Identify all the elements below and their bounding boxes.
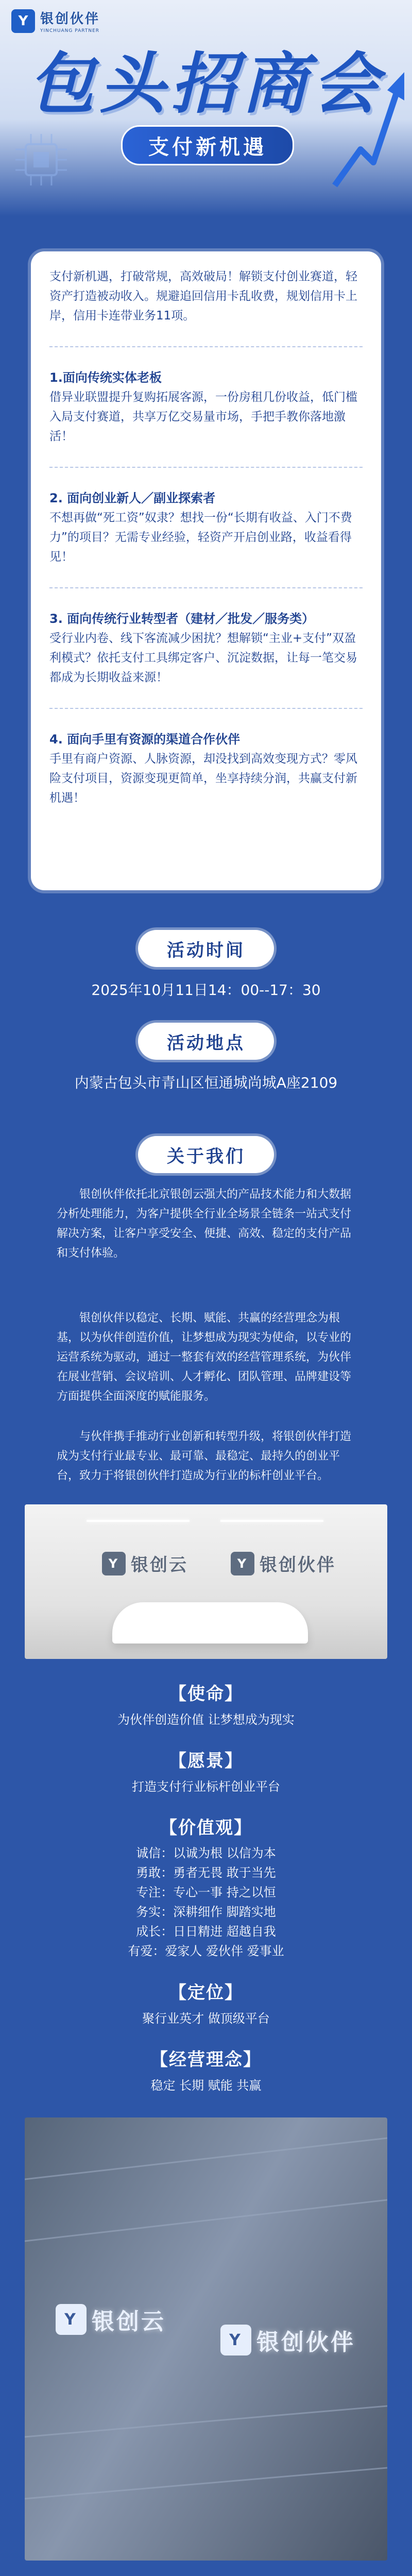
philosophy-label: 【经营理念】 bbox=[150, 2049, 262, 2070]
glowing-sign-right-text: 银创伙伴 bbox=[256, 2329, 355, 2355]
value-item: 务实：深耕细作 脚踏实地 bbox=[136, 1905, 276, 1919]
glowing-sign-right bbox=[220, 2324, 355, 2357]
office-sign-right: 银创伙伴 bbox=[260, 1555, 336, 1575]
value-item: 有爱：爱家人 爱伙伴 爱事业 bbox=[128, 1944, 284, 1958]
position-label: 【定位】 bbox=[169, 1982, 243, 2003]
logo-english-name: YINCHUANG PARTNER bbox=[40, 28, 100, 33]
vision-value: 打造支付行业标杆创业平台 bbox=[132, 1780, 280, 1794]
values-list bbox=[0, 1843, 412, 1961]
section-body: 不想再做“死工资”奴隶？想找一份“长期有收益、入门不费力”的项目？无需专业经验，轻资产开启创业路，收益看得见！ bbox=[49, 511, 352, 564]
section-body: 受行业内卷、线下客流减少困扰？想解锁“主业+支付”双盈利模式？依托支付工具绑定客户、沉淀数据，让每一笔交易都成为长期收益来源！ bbox=[49, 632, 357, 684]
value-item: 成长：日日精进 超越自我 bbox=[136, 1924, 276, 1939]
logo-icon: Y bbox=[102, 1552, 126, 1575]
philosophy-value: 稳定 长期 赋能 共赢 bbox=[150, 2078, 262, 2093]
section-title: 4. 面向手里有资源的渠道合作伙伴 bbox=[49, 732, 241, 747]
section-title: 1.面向传统实体老板 bbox=[49, 370, 162, 385]
growth-arrow-icon bbox=[330, 62, 407, 191]
office-photo bbox=[25, 1504, 387, 1659]
section-title: 2. 面向创业新人／副业探索者 bbox=[49, 491, 216, 505]
event-time-label: 活动时间 bbox=[138, 930, 274, 967]
mission-label: 【使命】 bbox=[169, 1684, 243, 1704]
section-title: 3. 面向传统行业转型者（建材／批发／服务类） bbox=[49, 612, 315, 626]
vision-label: 【愿景】 bbox=[169, 1751, 243, 1771]
logo-name: 银创伙伴 bbox=[40, 11, 100, 27]
value-item: 勇敢：勇者无畏 敢于当先 bbox=[136, 1866, 276, 1880]
glowing-sign-left bbox=[56, 2303, 166, 2336]
page-title: 包头招商会 bbox=[28, 46, 384, 123]
glowing-sign-photo bbox=[25, 2117, 387, 2561]
divider bbox=[49, 467, 363, 468]
divider bbox=[49, 708, 363, 709]
office-sign-left: 银创云 bbox=[131, 1555, 188, 1575]
chip-decoration-icon bbox=[10, 129, 72, 191]
section-body: 借异业联盟提升复购拓展客源，一份房租几份收益，低门槛入局支付赛道，共享万亿交易量市场，手把手教你落地激活！ bbox=[49, 391, 357, 443]
value-item: 诚信：以诚为根 以信为本 bbox=[136, 1846, 276, 1860]
mission-value: 为伙伴创造价值 让梦想成为现实 bbox=[117, 1713, 295, 1727]
office-wall-sign bbox=[102, 1551, 188, 1576]
about-paragraph: 与伙伴携手推动行业创新和转型升级，将银创伙伴打造成为支付行业最专业、最可靠、最稳定、最持久的创业平台，致力于将银创伙伴打造成为行业的标杆创业平台。 bbox=[57, 1430, 352, 1482]
logo-icon: Y bbox=[220, 2325, 251, 2355]
logo-icon: Y bbox=[231, 1552, 254, 1575]
event-time-value: 2025年10月11日14：00--17：30 bbox=[91, 981, 321, 998]
brand-logo bbox=[11, 8, 100, 33]
position-value: 聚行业英才 做顶级平台 bbox=[142, 2011, 270, 2026]
section-body: 手里有商户资源、人脉资源，却没找到高效变现方式？零风险支付项目，资源变现更简单，坐享持续分润，共赢支付新机遇！ bbox=[49, 752, 357, 805]
logo-icon: Y bbox=[56, 2304, 87, 2335]
intro-text: 支付新机遇，打破常规，高效破局！解锁支付创业赛道，轻资产打造被动收入。规避追回信用卡乱收费，规划信用卡上岸，信用卡连带业务11项。 bbox=[49, 270, 357, 323]
about-paragraph: 银创伙伴以稳定、长期、赋能、共赢的经营理念为根基，以为伙伴创造价值，让梦想成为现实为使命，以专业的运营系统为驱动，通过一整套有效的经营管理系统，为伙伴在展业营销、会议培训、人才孵化、团队管理、品牌建设等方面提供全面深度的赋能服务。 bbox=[57, 1312, 352, 1403]
event-place-value: 内蒙古包头市青山区恒通城尚城A座2109 bbox=[74, 1074, 338, 1091]
values-label: 【价值观】 bbox=[160, 1818, 252, 1838]
office-wall-sign bbox=[231, 1551, 336, 1576]
reception-desk bbox=[112, 1602, 308, 1643]
value-item: 专注：专心一事 持之以恒 bbox=[136, 1885, 276, 1900]
header-banner bbox=[0, 0, 412, 216]
event-place-label: 活动地点 bbox=[138, 1023, 274, 1060]
about-label: 关于我们 bbox=[138, 1136, 274, 1173]
divider bbox=[49, 346, 363, 347]
glowing-sign-left-text: 银创云 bbox=[92, 2309, 166, 2335]
page-subtitle: 支付新机遇 bbox=[121, 125, 294, 165]
about-paragraph: 银创伙伴依托北京银创云强大的产品技术能力和大数据分析处理能力，为客户提供全行业全场景全链条一站式支付解决方案，让客户享受安全、便捷、高效、稳定的支付产品和支付体验。 bbox=[57, 1188, 352, 1260]
intro-card bbox=[31, 251, 381, 890]
divider bbox=[49, 587, 363, 588]
logo-icon: Y bbox=[11, 9, 35, 33]
